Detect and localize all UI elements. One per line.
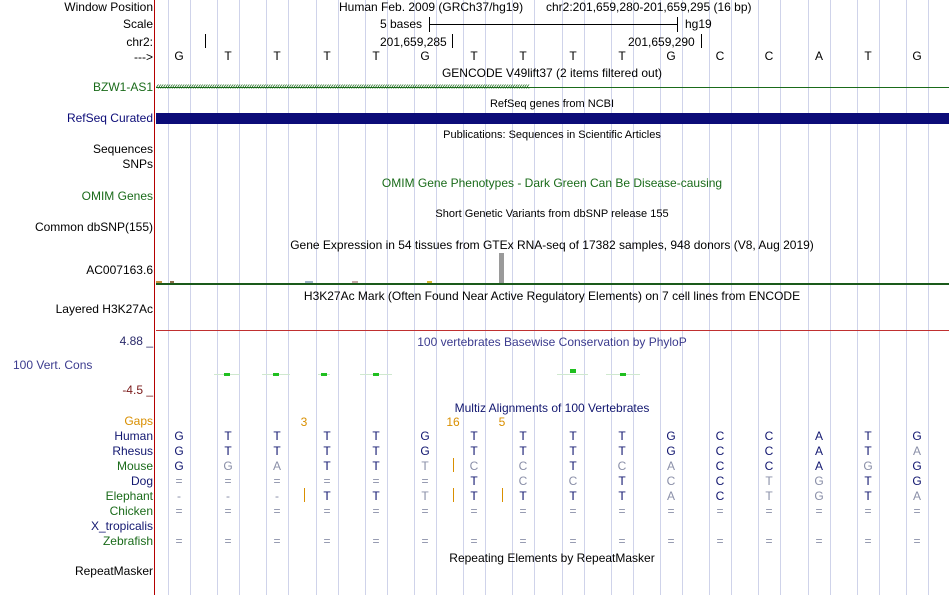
scale-bar — [429, 24, 678, 25]
conservation-track-title[interactable]: 100 vertebrates Basewise Conservation by PhyloP — [417, 335, 687, 349]
alignment-base: G — [666, 444, 676, 458]
alignment-base: T — [224, 444, 232, 458]
alignment-base: - — [177, 489, 181, 503]
alignment-base: T — [372, 444, 380, 458]
alignment-base: T — [569, 459, 577, 473]
conservation-score-mark — [373, 373, 379, 376]
alignment-base: = — [175, 474, 183, 488]
insertion-marker-2 — [453, 488, 454, 502]
assembly-title: Human Feb. 2009 (GRCh37/hg19) — [339, 0, 524, 14]
alignment-base: T — [421, 489, 429, 503]
alignment-base: C — [764, 429, 774, 443]
alignment-base: T — [519, 429, 527, 443]
reference-base: G — [666, 49, 676, 63]
reference-base: T — [470, 49, 478, 63]
dbsnp-track-title[interactable]: Short Genetic Variants from dbSNP release 155 — [435, 208, 669, 220]
species-label[interactable]: Chicken — [109, 504, 153, 518]
alignment-base: T — [864, 474, 872, 488]
alignment-base: C — [666, 474, 676, 488]
reference-base: T — [224, 49, 232, 63]
gaps-label: Gaps — [124, 414, 153, 428]
alignment-base: = — [175, 504, 183, 518]
repeatmasker-label[interactable]: RepeatMasker — [74, 564, 153, 578]
gencode-strand-chevrons: ‹‹‹‹‹‹‹‹‹‹‹‹‹‹‹‹‹‹‹‹‹‹‹‹‹‹‹‹‹‹‹‹‹‹‹‹‹‹‹‹‹‹‹‹‹‹‹‹‹‹‹‹‹‹‹‹‹‹‹‹‹‹‹‹‹‹‹‹‹‹‹‹‹‹‹‹‹‹‹‹‹‹‹‹‹‹‹‹‹‹‹‹‹‹‹‹‹‹‹‹‹‹‹‹‹‹‹‹‹‹‹‹‹‹‹‹‹‹‹‹‹‹‹‹‹‹‹‹‹‹‹‹‹‹‹‹‹‹‹‹‹‹‹‹‹‹‹‹‹‹‹‹‹‹‹‹‹‹‹‹ — [156, 81, 529, 92]
alignment-base: T — [618, 429, 626, 443]
alignment-base: = — [273, 474, 281, 488]
reference-base: G — [912, 49, 922, 63]
alignment-base: G — [174, 429, 184, 443]
alignment-base: T — [569, 489, 577, 503]
alignment-base: = — [618, 534, 626, 548]
reference-base: G — [174, 49, 184, 63]
species-label[interactable]: Elephant — [105, 489, 153, 503]
alignment-base: C — [715, 474, 725, 488]
refseq-track-title[interactable]: RefSeq genes from NCBI — [489, 98, 615, 110]
alignment-base: G — [863, 459, 873, 473]
coord-2: 201,659,290 — [628, 35, 695, 49]
insertion-marker-3 — [304, 488, 305, 502]
alignment-base: G — [912, 429, 922, 443]
alignment-base: = — [716, 534, 724, 548]
alignment-base: T — [273, 429, 281, 443]
alignment-base: = — [372, 474, 380, 488]
alignment-base: A — [814, 429, 823, 443]
alignment-base: = — [667, 504, 675, 518]
alignment-base: C — [518, 459, 528, 473]
sequences-label: Sequences — [92, 142, 153, 156]
alignment-base: = — [815, 534, 823, 548]
alignment-base: T — [323, 459, 331, 473]
alignment-base: T — [372, 429, 380, 443]
alignment-base: T — [618, 444, 626, 458]
reference-base: C — [715, 49, 725, 63]
conservation-min-label: -4.5 _ — [122, 383, 153, 397]
alignment-base: = — [323, 504, 331, 518]
alignment-base: T — [618, 489, 626, 503]
alignment-base: = — [815, 504, 823, 518]
alignment-base: T — [519, 444, 527, 458]
reference-base: A — [814, 49, 823, 63]
alignment-base: A — [814, 444, 823, 458]
alignment-base: C — [568, 474, 578, 488]
conservation-score-mark — [620, 373, 626, 376]
alignment-base: = — [765, 534, 773, 548]
alignment-base: C — [715, 459, 725, 473]
alignment-base: T — [273, 444, 281, 458]
refseq-gene-block[interactable] — [156, 113, 949, 124]
position-readout: chr2:201,659,280-201,659,295 (16 bp) — [546, 0, 752, 14]
alignment-base: = — [716, 504, 724, 518]
alignment-base: = — [421, 474, 429, 488]
omim-track-title[interactable]: OMIM Gene Phenotypes - Dark Green Can Be Disease-causing — [381, 176, 723, 190]
alignment-base: = — [323, 474, 331, 488]
scale-text: 5 bases — [380, 17, 423, 31]
alignment-base: T — [765, 489, 773, 503]
publications-track-title[interactable]: Publications: Sequences in Scientific Articles — [443, 129, 661, 141]
scale-bar-left-tick — [429, 17, 430, 32]
h3k27ac-track-title[interactable]: H3K27Ac Mark (Often Found Near Active Regulatory Elements) on 7 cell lines from ENCODE — [303, 289, 801, 303]
alignment-base: C — [715, 444, 725, 458]
label-divider — [154, 0, 155, 595]
scale-bar-right-tick — [677, 17, 678, 32]
alignment-base: C — [715, 489, 725, 503]
species-label[interactable]: Zebrafish — [102, 534, 153, 548]
multiz-track-title[interactable]: Multiz Alignments of 100 Vertebrates — [454, 401, 650, 415]
alignment-base: = — [864, 504, 872, 518]
insertion-marker-1 — [453, 458, 454, 472]
gtex-gene-label[interactable]: AC007163.6 — [86, 263, 153, 277]
alignment-base: C — [518, 474, 528, 488]
alignment-base: T — [470, 429, 478, 443]
alignment-base: T — [323, 429, 331, 443]
alignment-base: T — [618, 474, 626, 488]
reference-base: T — [569, 49, 577, 63]
alignment-base: G — [666, 429, 676, 443]
alignment-base: G — [814, 489, 824, 503]
alignment-base: = — [421, 534, 429, 548]
alignment-base: T — [569, 444, 577, 458]
alignment-base: = — [224, 504, 232, 518]
alignment-base: T — [519, 489, 527, 503]
h3k27ac-label[interactable]: Layered H3K27Ac — [55, 302, 153, 316]
alignment-base: = — [667, 534, 675, 548]
reference-base: C — [764, 49, 774, 63]
species-label[interactable]: Human — [114, 429, 153, 443]
conservation-max-label: 4.88 _ — [119, 334, 153, 348]
reference-base: T — [273, 49, 281, 63]
alignment-base: = — [864, 534, 872, 548]
alignment-base: A — [666, 489, 675, 503]
gencode-track-title[interactable]: GENCODE V49lift37 (2 items filtered out) — [441, 66, 663, 80]
alignment-base: T — [323, 489, 331, 503]
alignment-base: - — [226, 489, 230, 503]
alignment-base: G — [420, 429, 430, 443]
coord-tick-1 — [205, 34, 206, 48]
alignment-base: T — [864, 429, 872, 443]
dbsnp-label[interactable]: Common dbSNP(155) — [34, 220, 153, 234]
alignment-base: A — [272, 459, 281, 473]
alignment-base: = — [519, 534, 527, 548]
alignment-base: C — [764, 444, 774, 458]
reference-base: G — [420, 49, 430, 63]
reference-base: T — [323, 49, 331, 63]
alignment-base: C — [715, 429, 725, 443]
alignment-base: A — [912, 489, 921, 503]
alignment-base: G — [174, 444, 184, 458]
alignment-base: = — [470, 504, 478, 518]
scale-label: Scale — [122, 17, 153, 31]
alignment-base: = — [765, 504, 773, 518]
alignment-base: G — [912, 474, 922, 488]
species-label[interactable]: Mouse — [116, 459, 153, 473]
alignment-base: G — [174, 459, 184, 473]
alignment-base: C — [469, 459, 479, 473]
alignment-base: G — [223, 459, 233, 473]
coord-1: 201,659,285 — [380, 35, 447, 49]
alignment-base: = — [273, 534, 281, 548]
gencode-item-label[interactable]: BZW1-AS1 — [92, 80, 153, 94]
species-label[interactable]: Rhesus — [112, 444, 153, 458]
h3k27ac-baseline — [156, 330, 949, 331]
alignment-base: T — [372, 459, 380, 473]
reference-base: T — [372, 49, 380, 63]
alignment-base: T — [421, 459, 429, 473]
alignment-base: T — [864, 444, 872, 458]
conservation-score-range — [557, 374, 588, 375]
reference-base: T — [519, 49, 527, 63]
gap-count-2: 16 — [446, 415, 460, 429]
alignment-base: - — [275, 489, 279, 503]
alignment-base: T — [470, 489, 478, 503]
reference-base: T — [864, 49, 872, 63]
gap-count-1: 3 — [300, 415, 308, 429]
snps-label: SNPs — [122, 157, 153, 171]
alignment-base: = — [569, 504, 577, 518]
alignment-base: = — [175, 534, 183, 548]
omim-label[interactable]: OMIM Genes — [81, 189, 153, 203]
alignment-base: G — [420, 444, 430, 458]
alignment-base: T — [470, 474, 478, 488]
alignment-base: A — [912, 444, 921, 458]
alignment-base: T — [224, 429, 232, 443]
alignment-base: = — [323, 534, 331, 548]
alignment-base: G — [814, 474, 824, 488]
window-position-label: Window Position — [64, 0, 153, 14]
alignment-base: = — [913, 504, 921, 518]
conservation-score-mark — [273, 373, 279, 376]
alignment-base: = — [618, 504, 626, 518]
alignment-base: = — [913, 534, 921, 548]
alignment-base: C — [617, 459, 627, 473]
coord-tick-3 — [701, 34, 702, 48]
repeatmasker-track-title[interactable]: Repeating Elements by RepeatMasker — [449, 551, 655, 565]
conservation-label[interactable]: 100 Vert. Cons — [13, 358, 93, 372]
alignment-base: = — [372, 534, 380, 548]
gap-count-3: 5 — [498, 415, 506, 429]
alignment-base: T — [765, 474, 773, 488]
alignment-base: = — [224, 474, 232, 488]
coord-tick-2 — [452, 34, 453, 48]
alignment-base: = — [519, 504, 527, 518]
conservation-score-mark — [321, 373, 327, 376]
alignment-base: = — [224, 534, 232, 548]
conservation-score-mark — [224, 373, 230, 376]
strand-label: ---> — [134, 50, 153, 64]
gtex-expression-bar[interactable] — [499, 253, 504, 283]
refseq-label[interactable]: RefSeq Curated — [66, 111, 153, 125]
alignment-base: G — [912, 459, 922, 473]
alignment-base: T — [569, 429, 577, 443]
scale-assembly: hg19 — [685, 17, 712, 31]
insertion-marker-4 — [502, 488, 503, 502]
reference-base: T — [618, 49, 626, 63]
alignment-base: T — [323, 444, 331, 458]
alignment-base: = — [372, 504, 380, 518]
gtex-track-title[interactable]: Gene Expression in 54 tissues from GTEx RNA-seq of 17382 samples, 948 donors (V8, Aug 2019) — [290, 238, 814, 252]
conservation-score-mark — [570, 369, 576, 373]
gtex-baseline — [156, 283, 949, 285]
alignment-base: = — [569, 534, 577, 548]
alignment-base: T — [864, 489, 872, 503]
chrom-label: chr2: — [126, 35, 153, 49]
alignment-base: C — [764, 459, 774, 473]
alignment-base: = — [421, 504, 429, 518]
species-label[interactable]: X_tropicalis — [90, 519, 153, 533]
alignment-base: = — [470, 534, 478, 548]
alignment-base: T — [372, 489, 380, 503]
alignment-base: A — [814, 459, 823, 473]
alignment-base: A — [666, 459, 675, 473]
alignment-base: = — [273, 504, 281, 518]
species-label[interactable]: Dog — [130, 474, 153, 488]
alignment-base: T — [470, 444, 478, 458]
